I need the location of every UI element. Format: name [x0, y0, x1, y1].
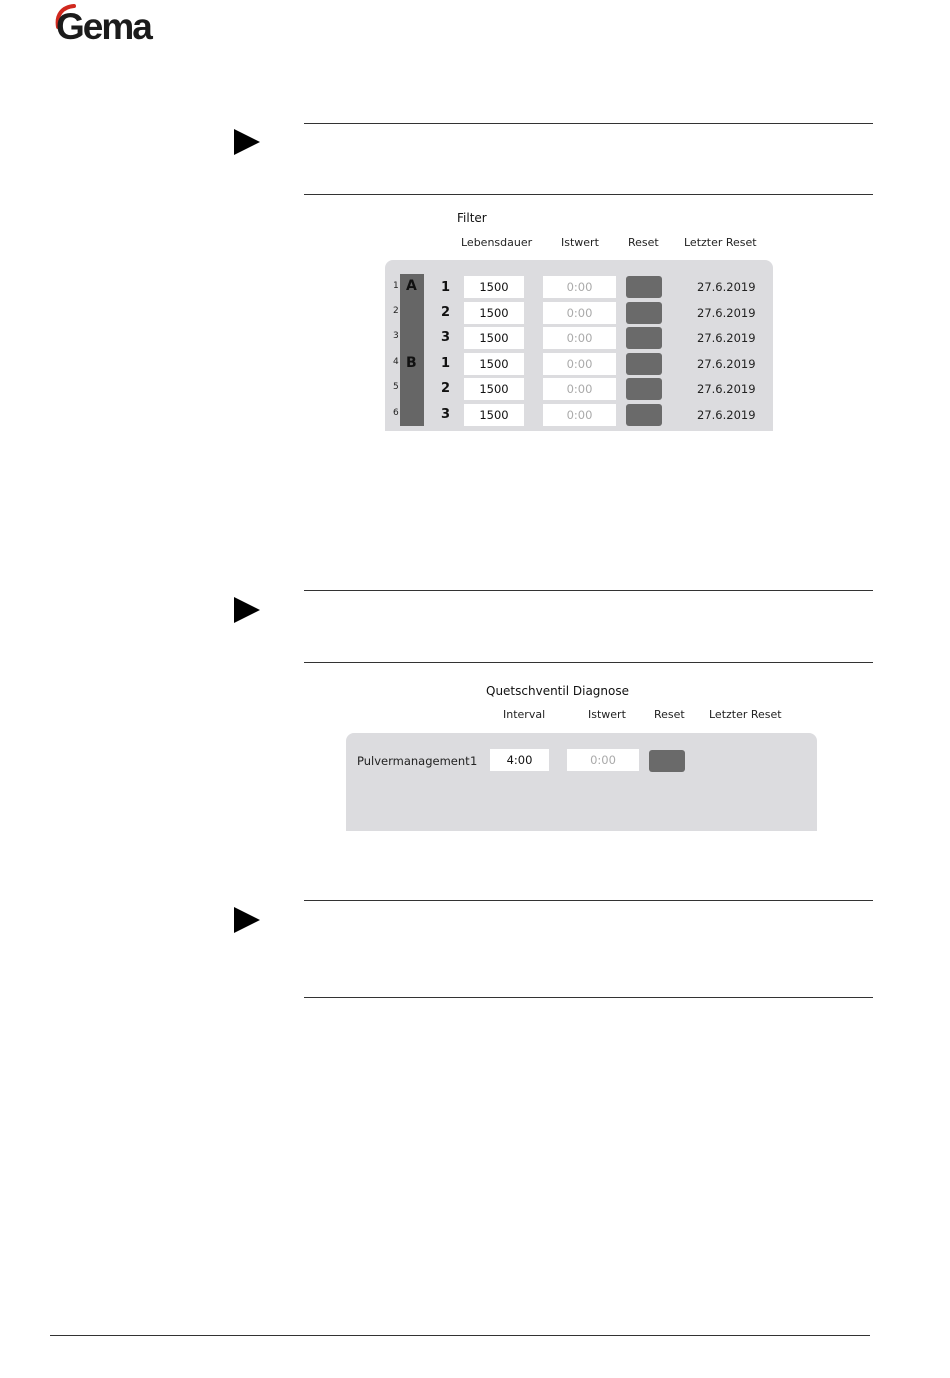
col-reset: Reset — [628, 236, 659, 249]
last-reset-date: 27.6.2019 — [697, 382, 756, 396]
filter-index: 3 — [441, 407, 451, 422]
actual-value-field: 0:00 — [567, 749, 639, 771]
interval-field[interactable]: 4:00 — [490, 749, 549, 771]
reset-button[interactable] — [626, 276, 662, 298]
reset-button[interactable] — [626, 378, 662, 400]
pinch-valve-panel — [346, 733, 817, 831]
lifetime-field[interactable]: 1500 — [464, 404, 524, 426]
reset-button[interactable] — [626, 327, 662, 349]
lifetime-field[interactable]: 1500 — [464, 302, 524, 324]
col-actual: Istwert — [588, 708, 626, 721]
row-number: 5 — [393, 382, 399, 392]
filter-title: Filter — [457, 211, 487, 225]
row-number: 2 — [393, 306, 399, 316]
logo-text: Gema — [56, 6, 151, 47]
col-last-reset: Letzter Reset — [709, 708, 782, 721]
filter-index: 2 — [441, 381, 451, 396]
pinch-valve-title: Quetschventil Diagnose — [486, 684, 629, 698]
col-interval: Interval — [503, 708, 546, 721]
note-3-bottom-rule — [304, 997, 873, 998]
col-actual: Istwert — [561, 236, 599, 249]
actual-value-field: 0:00 — [543, 353, 616, 375]
last-reset-date: 27.6.2019 — [697, 408, 756, 422]
group-b-label: B — [406, 355, 417, 371]
last-reset-date: 27.6.2019 — [697, 280, 756, 294]
col-last-reset: Letzter Reset — [684, 236, 757, 249]
note-1-bottom-rule — [304, 194, 873, 195]
actual-value-field: 0:00 — [543, 327, 616, 349]
last-reset-date: 27.6.2019 — [697, 331, 756, 345]
reset-button[interactable] — [626, 353, 662, 375]
row-number: 1 — [393, 281, 399, 291]
actual-value-field: 0:00 — [543, 302, 616, 324]
filter-group-bar — [400, 274, 424, 426]
lifetime-field[interactable]: 1500 — [464, 276, 524, 298]
note-3-top-rule — [304, 900, 873, 901]
note-2-bottom-rule — [304, 662, 873, 663]
note-2-arrow-icon — [234, 597, 260, 623]
reset-button[interactable] — [649, 750, 685, 772]
filter-index: 1 — [441, 280, 451, 295]
filter-index: 3 — [441, 330, 451, 345]
reset-button[interactable] — [626, 404, 662, 426]
filter-index: 2 — [441, 305, 451, 320]
lifetime-field[interactable]: 1500 — [464, 327, 524, 349]
col-lifetime: Lebensdauer — [461, 236, 533, 249]
reset-button[interactable] — [626, 302, 662, 324]
group-a-label: A — [406, 278, 417, 294]
actual-value-field: 0:00 — [543, 404, 616, 426]
last-reset-date: 27.6.2019 — [697, 306, 756, 320]
lifetime-field[interactable]: 1500 — [464, 353, 524, 375]
last-reset-date: 27.6.2019 — [697, 357, 756, 371]
actual-value-field: 0:00 — [543, 378, 616, 400]
footer-rule — [50, 1335, 870, 1336]
note-3-arrow-icon — [234, 907, 260, 933]
lifetime-field[interactable]: 1500 — [464, 378, 524, 400]
col-reset: Reset — [654, 708, 685, 721]
note-2-top-rule — [304, 590, 873, 591]
valve-index: 1 — [470, 754, 478, 768]
pulvermanagement-label: Pulvermanagement — [357, 754, 470, 768]
row-number: 4 — [393, 357, 399, 367]
actual-value-field: 0:00 — [543, 276, 616, 298]
note-1-top-rule — [304, 123, 873, 124]
filter-index: 1 — [441, 356, 451, 371]
row-number: 6 — [393, 408, 399, 418]
note-1-arrow-icon — [234, 129, 260, 155]
gema-logo — [50, 3, 170, 47]
row-number: 3 — [393, 331, 399, 341]
